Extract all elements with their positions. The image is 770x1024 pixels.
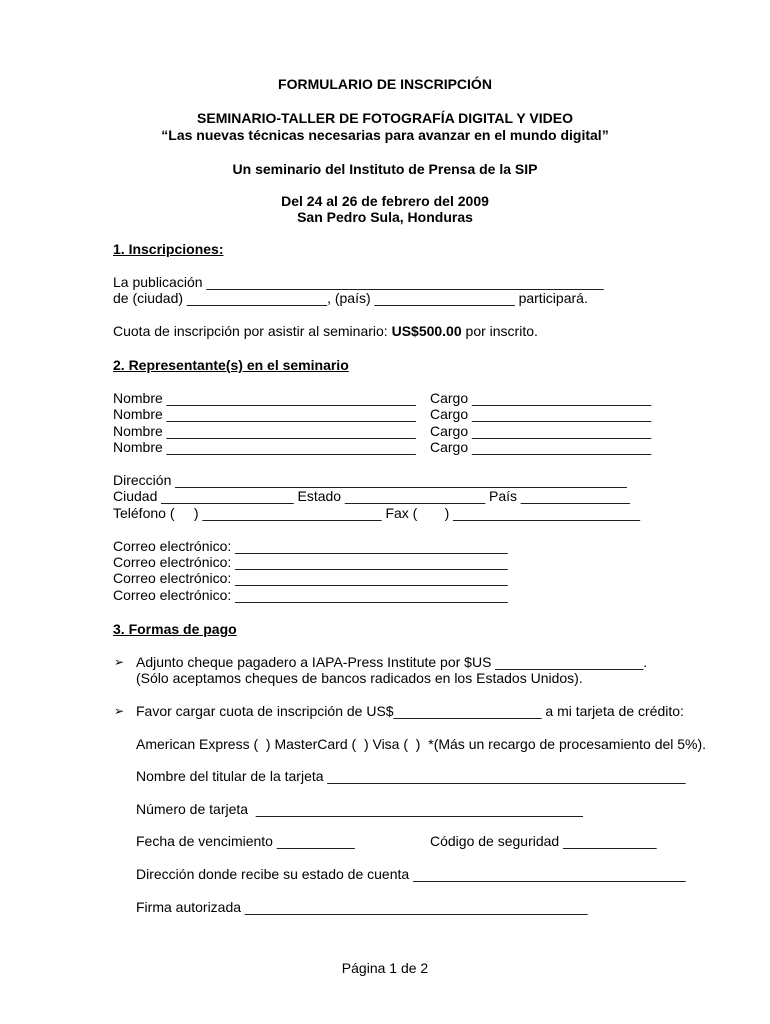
arrow-bullet-icon: ➢ (114, 655, 125, 669)
rep-name-field[interactable]: Nombre ________________________________ (113, 390, 416, 406)
city-state-country-field[interactable]: Ciudad _________________ Estado __________________ País ______________ (113, 488, 630, 504)
fee-amount: US$500.00 (391, 323, 462, 339)
form-title: FORMULARIO DE INSCRIPCIÓN (278, 76, 492, 92)
email-field[interactable]: Correo electrónico: ___________________________________ (113, 570, 508, 586)
fee-suffix: por inscrito. (461, 323, 538, 339)
organizer-line: Un seminario del Instituto de Prensa de la SIP (232, 161, 538, 177)
rep-name-field[interactable]: Nombre ________________________________ (113, 406, 416, 422)
event-location: San Pedro Sula, Honduras (297, 209, 473, 225)
address-field[interactable]: Dirección __________________________________________________________ (113, 472, 627, 488)
arrow-bullet-icon: ➢ (114, 704, 125, 718)
city-country-field[interactable]: de (ciudad) __________________, (país) __________________ participará. (113, 290, 588, 306)
page-number: Página 1 de 2 (341, 960, 429, 976)
fee-prefix: Cuota de inscripción por asistir al seminario: (113, 323, 392, 339)
email-field[interactable]: Correo electrónico: ___________________________________ (113, 587, 508, 603)
card-amount-field[interactable]: Favor cargar cuota de inscripción de US$___________________ a mi tarjeta de crédito: (136, 703, 684, 719)
card-type-options[interactable]: American Express ( ) MasterCard ( ) Visa ( ) *(Más un recargo de procesamiento del 5%). (136, 736, 707, 752)
seminar-title: SEMINARIO-TALLER DE FOTOGRAFÍA DIGITAL Y VIDEO (197, 110, 573, 126)
rep-name-field[interactable]: Nombre ________________________________ (113, 423, 416, 439)
email-field[interactable]: Correo electrónico: ___________________________________ (113, 554, 508, 570)
billing-address-field[interactable]: Dirección donde recibe su estado de cuenta ___________________________________ (136, 866, 686, 882)
cheque-note: (Sólo aceptamos cheques de bancos radicados en los Estados Unidos). (136, 670, 583, 686)
phone-fax-field[interactable]: Teléfono ( ) _______________________ Fax ( ) ________________________ (113, 505, 640, 521)
rep-cargo-field[interactable]: Cargo _______________________ (430, 406, 652, 422)
cardholder-name-field[interactable]: Nombre del titular de la tarjeta ______________________________________________ (136, 768, 686, 784)
security-code-field[interactable]: Código de seguridad ____________ (430, 833, 657, 849)
event-dates: Del 24 al 26 de febrero del 2009 (281, 193, 489, 209)
section-3-heading: 3. Formas de pago (113, 621, 237, 637)
rep-cargo-field[interactable]: Cargo _______________________ (430, 390, 652, 406)
expiry-date-field[interactable]: Fecha de vencimiento __________ (136, 833, 355, 849)
section-2-heading: 2. Representante(s) en el seminario (113, 357, 349, 373)
fee-line (113, 323, 538, 339)
section-1-heading: 1. Inscripciones: (113, 241, 224, 257)
publication-field[interactable]: La publicación ___________________________________________________ (113, 274, 604, 290)
email-field[interactable]: Correo electrónico: ___________________________________ (113, 538, 508, 554)
card-number-field[interactable]: Número de tarjeta __________________________________________ (136, 801, 583, 817)
rep-cargo-field[interactable]: Cargo _______________________ (430, 423, 652, 439)
rep-name-field[interactable]: Nombre ________________________________ (113, 439, 416, 455)
rep-cargo-field[interactable]: Cargo _______________________ (430, 439, 652, 455)
cheque-field[interactable]: Adjunto cheque pagadero a IAPA-Press Institute por $US ___________________. (136, 654, 648, 670)
seminar-quote: “Las nuevas técnicas necesarias para avanzar en el mundo digital” (161, 127, 609, 143)
signature-field[interactable]: Firma autorizada ____________________________________________ (136, 899, 588, 915)
